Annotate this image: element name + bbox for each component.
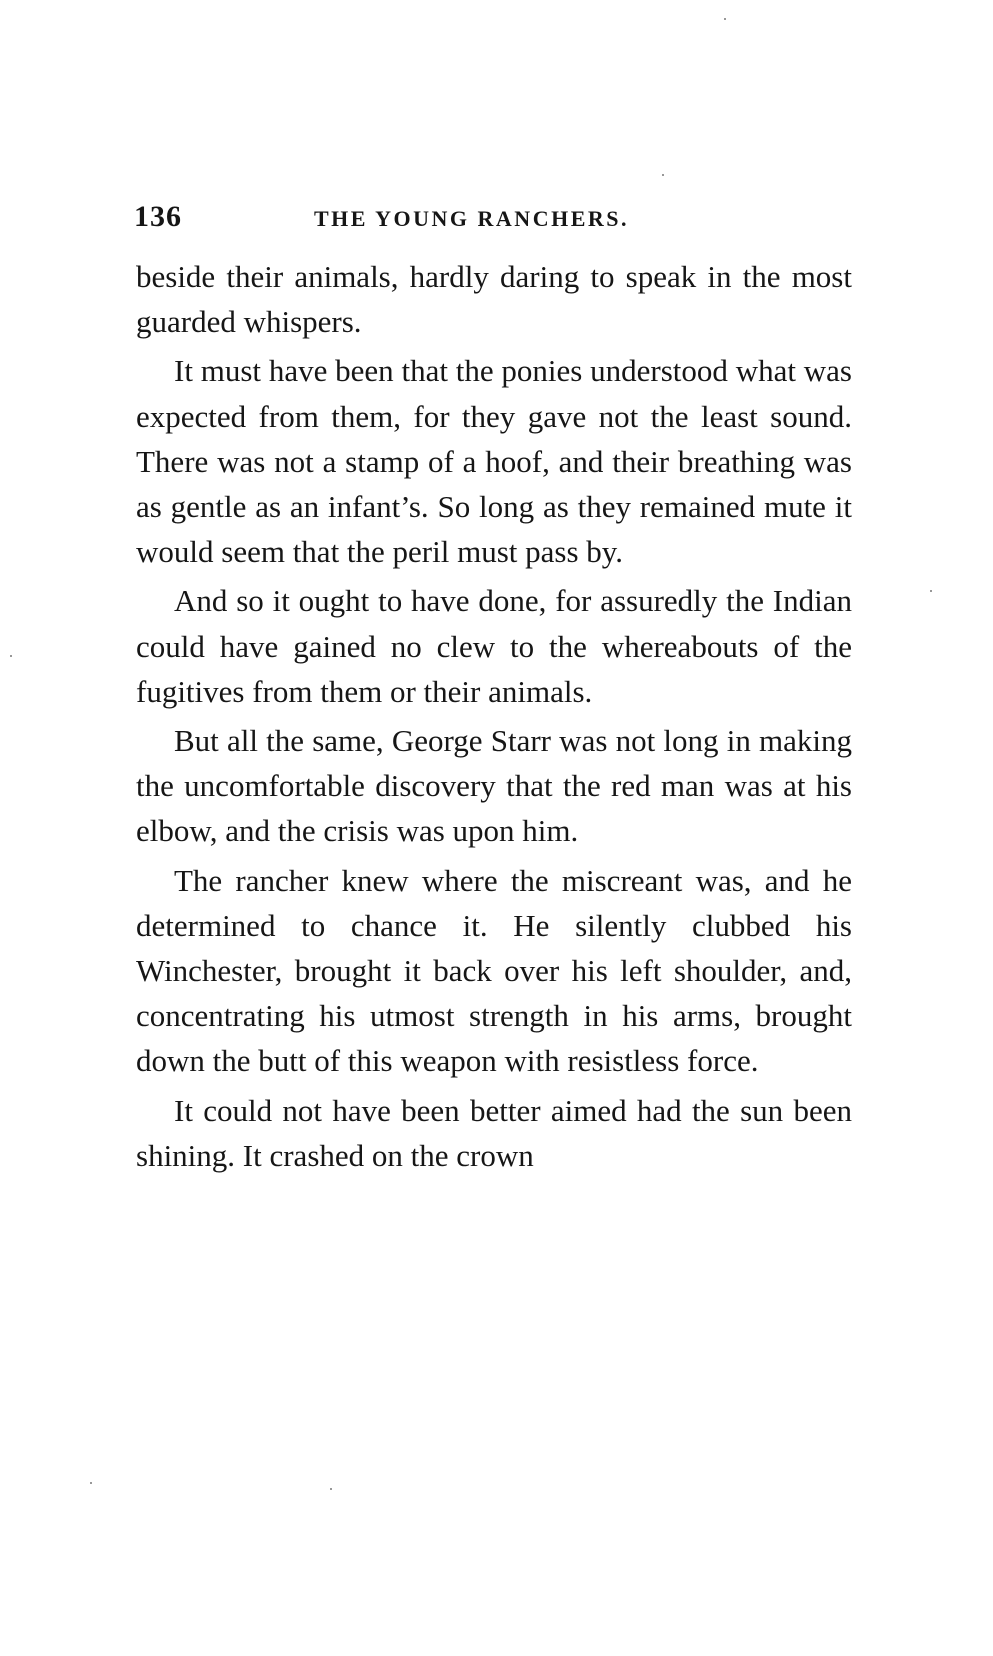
- scan-speck: [90, 1482, 92, 1484]
- paragraph: The rancher knew where the miscreant was, and he determined to chance it. He silently clubbed his Winchester, brought it back over his left shoulder, and, concentrating his utmost strength in his arms, brought down the butt of this weapon with resistless force.: [136, 862, 852, 1079]
- paragraph: It must have been that the ponies understood what was expected from them, for they gave not the least sound. There was not a stamp of a hoof, and their breathing was as gentle as an infant’s. So long as they remained mute it would seem that the peril must pass by.: [136, 353, 852, 570]
- paragraph: It could not have been better aimed had the sun been shining. It crashed on the crown: [136, 1092, 852, 1173]
- body-text: [136, 254, 852, 1182]
- scan-speck: [330, 1488, 332, 1490]
- running-title: THE YOUNG RANCHERS.: [314, 206, 629, 231]
- page-number: 136: [134, 200, 182, 233]
- scan-speck: [930, 590, 932, 592]
- paragraph: And so it ought to have done, for assuredly the Indian could have gained no clew to the whereabouts of the fugitives from them or their animals.: [136, 583, 852, 709]
- paragraph: But all the same, George Starr was not long in making the uncomfortable discovery that the red man was at his elbow, and the crisis was upon him.: [136, 723, 852, 849]
- scan-speck: [662, 174, 664, 176]
- scan-speck: [724, 18, 726, 20]
- paragraph: beside their animals, hardly daring to speak in the most guarded whispers.: [136, 259, 852, 340]
- scan-speck: [10, 655, 12, 657]
- page-header: [134, 200, 894, 240]
